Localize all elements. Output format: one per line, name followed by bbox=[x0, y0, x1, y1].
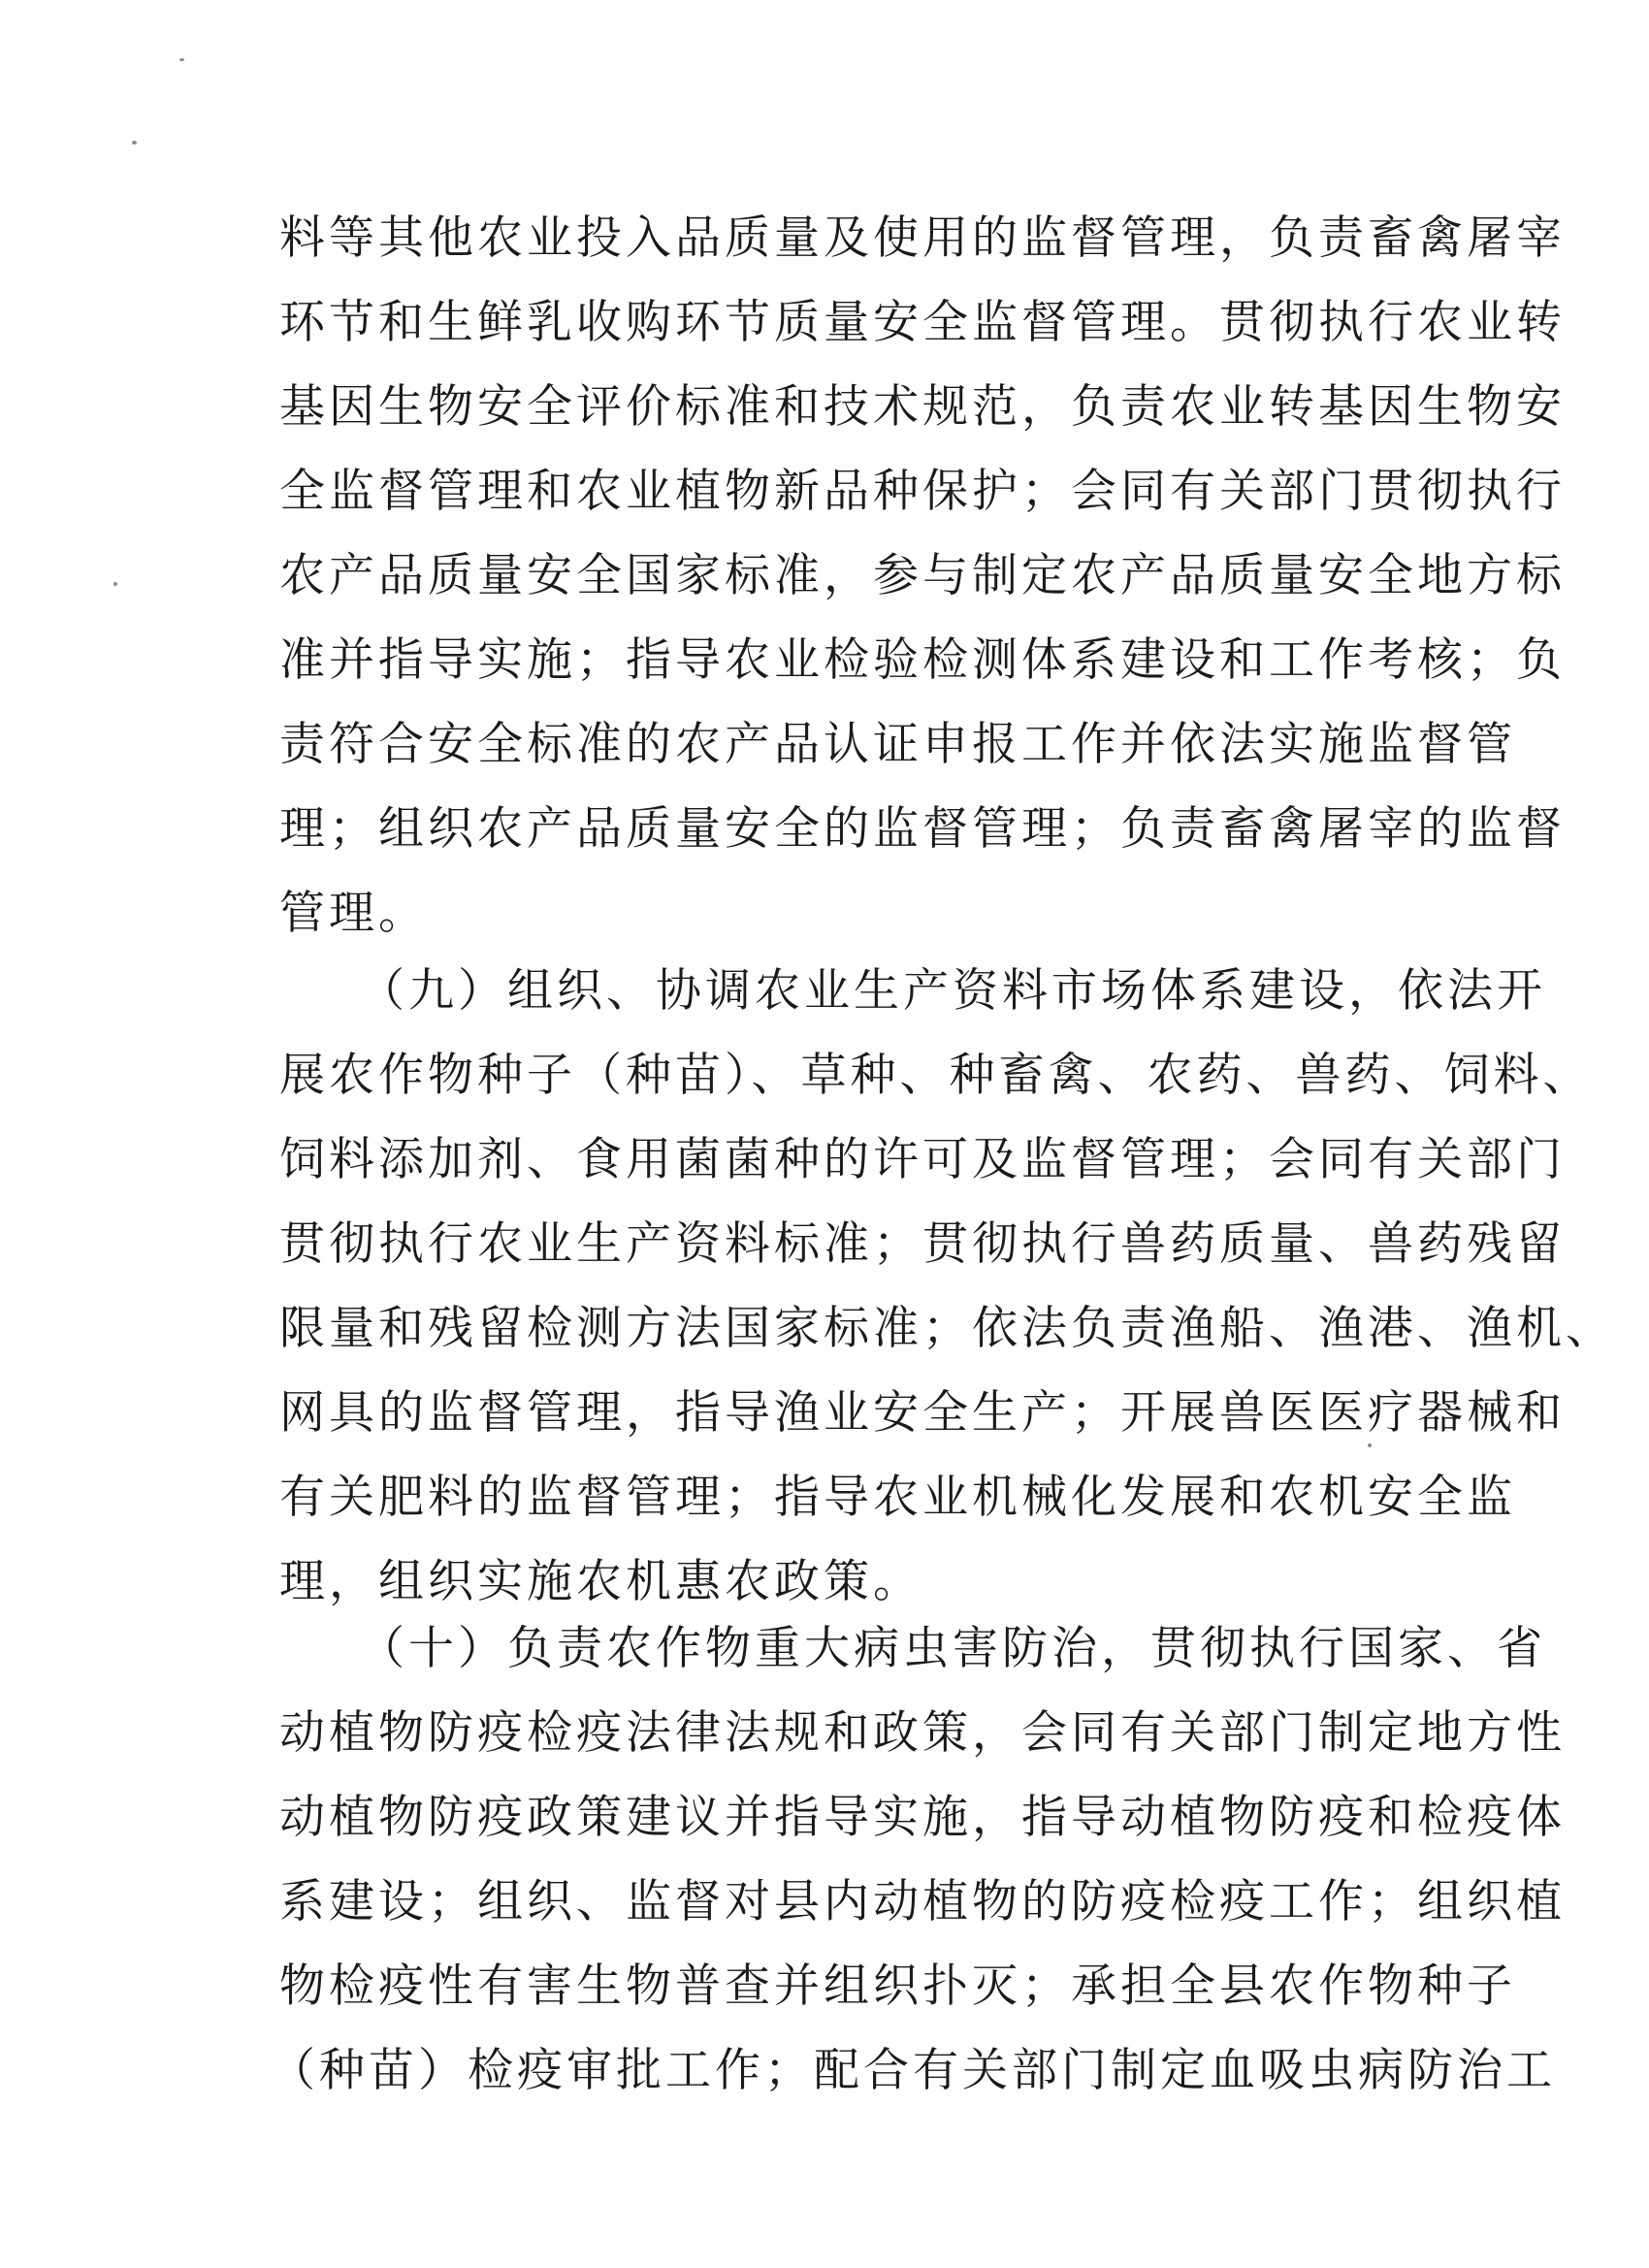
text-line: 限量和残留检测方法国家标准；依法负责渔船、渔港、渔机、 bbox=[279, 1302, 1615, 1355]
text-line: 动植物防疫政策建议并指导实施，指导动植物防疫和检疫体 bbox=[279, 1791, 1566, 1844]
scan-speck bbox=[1368, 1443, 1372, 1447]
text-line: 展农作物种子（种苗）、草种、种畜禽、农药、兽药、饲料、 bbox=[279, 1049, 1593, 1102]
text-line: 有关肥料的监督管理；指导农业机械化发展和农机安全监 bbox=[279, 1471, 1516, 1524]
text-line: 理，组织实施农机惠农政策。 bbox=[279, 1555, 922, 1608]
text-line: 理；组织农产品质量安全的监督管理；负责畜禽屠宰的监督 bbox=[279, 802, 1566, 856]
scan-speck bbox=[113, 582, 117, 586]
text-line: 基因生物安全评价标准和技术规范，负责农业转基因生物安 bbox=[279, 380, 1566, 434]
text-line: （种苗）检疫审批工作；配合有关部门制定血吸虫病防治工 bbox=[270, 2044, 1556, 2097]
text-line: （十）负责农作物重大病虫害防治，贯彻执行国家、省 bbox=[359, 1622, 1546, 1675]
text-line: 责符合安全标准的农产品认证申报工作并依法实施监督管 bbox=[279, 718, 1516, 771]
text-line: 物检疫性有害生物普查并组织扑灭；承担全县农作物种子 bbox=[279, 1960, 1516, 2013]
scan-speck bbox=[132, 141, 137, 145]
text-line: 环节和生鲜乳收购环节质量安全监督管理。贯彻执行农业转 bbox=[279, 296, 1566, 349]
text-line: 系建设；组织、监督对县内动植物的防疫检疫工作；组织植 bbox=[279, 1875, 1566, 1928]
text-line: 管理。 bbox=[279, 887, 428, 940]
text-line: 网具的监督管理，指导渔业安全生产；开展兽医医疗器械和 bbox=[279, 1386, 1566, 1440]
text-line: 饲料添加剂、食用菌菌种的许可及监督管理；会同有关部门 bbox=[279, 1133, 1566, 1186]
text-line: （九）组织、协调农业生产资料市场体系建设，依法开 bbox=[359, 964, 1546, 1018]
text-line: 农产品质量安全国家标准，参与制定农产品质量安全地方标 bbox=[279, 549, 1566, 602]
text-line: 贯彻执行农业生产资料标准；贯彻执行兽药质量、兽药残留 bbox=[279, 1217, 1566, 1271]
text-line: 动植物防疫检疫法律法规和政策，会同有关部门制定地方性 bbox=[279, 1706, 1566, 1760]
text-line: 全监督管理和农业植物新品种保护；会同有关部门贯彻执行 bbox=[279, 465, 1566, 518]
text-line: 料等其他农业投入品质量及使用的监督管理，负责畜禽屠宰 bbox=[279, 211, 1566, 265]
text-line: 准并指导实施；指导农业检验检测体系建设和工作考核；负 bbox=[279, 633, 1566, 687]
scan-speck bbox=[179, 58, 184, 61]
